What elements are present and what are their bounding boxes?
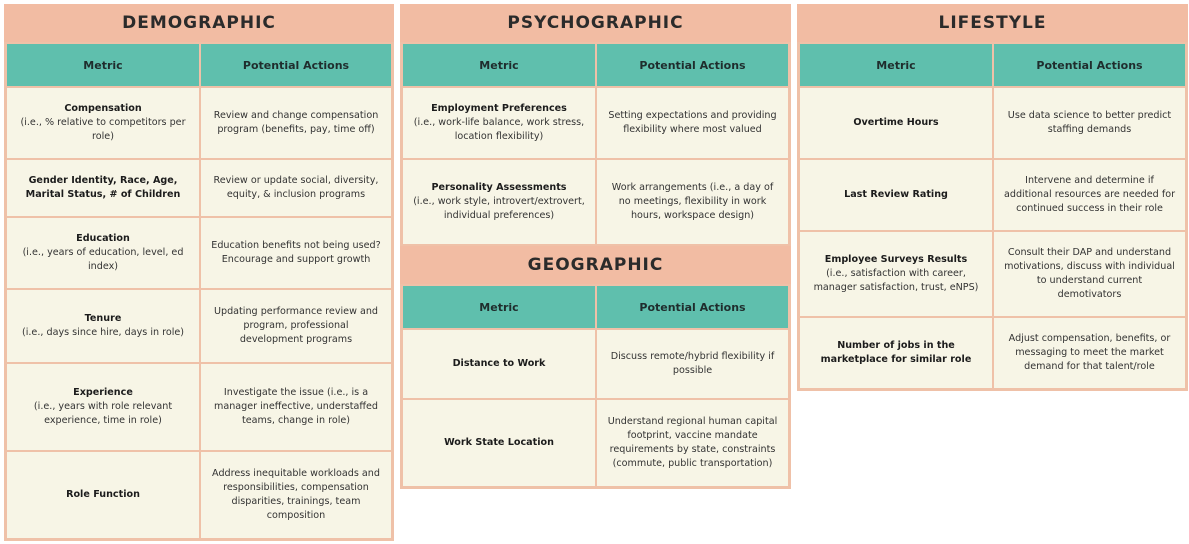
table-row-action	[597, 400, 788, 486]
action-text: Education benefits not being used? Encourage and support growth	[211, 240, 381, 265]
table-row-metric	[7, 290, 199, 362]
lifestyle-panel	[797, 4, 1188, 391]
metric-header: Metric	[800, 44, 992, 86]
table-row-action	[597, 160, 788, 244]
action-text: Updating performance review and program, professional development programs	[213, 306, 379, 345]
metric-name: Work State Location	[444, 437, 554, 449]
table-row-action	[201, 364, 391, 450]
action-text: Review and change compensation program (benefits, pay, time off)	[213, 110, 379, 135]
metric-detail: (i.e., years with role relevant experience, time in role)	[33, 401, 173, 426]
table-row-action	[597, 330, 788, 398]
action-text: Review or update social, diversity, equity, & inclusion programs	[213, 175, 379, 200]
action-text: Setting expectations and providing flexibility where most valued	[608, 110, 777, 135]
table-row-metric	[800, 318, 992, 388]
action-text: Discuss remote/hybrid flexibility if possible	[610, 351, 775, 376]
demographic-panel	[4, 4, 394, 541]
table-row-action	[201, 160, 391, 216]
table-row-metric	[7, 218, 199, 288]
geographic-title: GEOGRAPHIC	[400, 246, 791, 284]
table-row-action	[994, 160, 1185, 230]
metric-header: Metric	[403, 286, 595, 328]
actions-header: Potential Actions	[994, 44, 1185, 86]
action-text: Understand regional human capital footprint, vaccine mandate requirements by state, constraints (commute, public transportation)	[607, 416, 778, 469]
metric-name: Overtime Hours	[853, 117, 939, 129]
table-row-metric	[403, 400, 595, 486]
demographic-title: DEMOGRAPHIC	[4, 4, 394, 42]
metric-detail: (i.e., days since hire, days in role)	[21, 327, 185, 338]
psychographic-panel	[400, 4, 791, 489]
metric-name: Number of jobs in the marketplace for similar role	[820, 340, 972, 365]
metric-name: Education	[76, 233, 130, 245]
table-row-metric	[800, 88, 992, 158]
table-row-metric	[403, 88, 595, 158]
metric-name: Compensation	[64, 103, 142, 115]
table-row-metric	[403, 160, 595, 244]
table-row-metric	[800, 232, 992, 316]
lifestyle-title: LIFESTYLE	[797, 4, 1188, 42]
action-text: Intervene and determine if additional resources are needed for continued success in their role	[1004, 175, 1176, 214]
action-text: Adjust compensation, benefits, or messaging to meet the market demand for that talent/role	[1008, 333, 1171, 372]
table-row-action	[994, 88, 1185, 158]
table-row-metric	[403, 330, 595, 398]
metric-name: Employee Surveys Results	[824, 254, 968, 266]
action-text: Address inequitable workloads and responsibilities, compensation disparities, trainings, team composition	[212, 468, 380, 521]
table-row-action	[201, 218, 391, 288]
table-row-action	[994, 232, 1185, 316]
table-row-metric	[7, 452, 199, 538]
metric-name: Gender Identity, Race, Age, Marital Status, # of Children	[25, 175, 181, 200]
metric-detail: (i.e., years of education, level, ed index)	[22, 247, 184, 272]
table-row-action	[201, 452, 391, 538]
action-text: Work arrangements (i.e., a day of no meetings, flexibility in work hours, workspace design)	[611, 182, 774, 221]
table-row-action	[201, 88, 391, 158]
table-row-metric	[7, 88, 199, 158]
table-row-metric	[7, 160, 199, 216]
action-text: Use data science to better predict staffing demands	[1007, 110, 1172, 135]
metric-header: Metric	[7, 44, 199, 86]
metric-name: Experience	[73, 387, 133, 399]
table-row-action	[201, 290, 391, 362]
metric-name: Distance to Work	[452, 358, 546, 370]
actions-header: Potential Actions	[201, 44, 391, 86]
action-text: Consult their DAP and understand motivations, discuss with individual to understand current demotivators	[1004, 247, 1175, 300]
metric-name: Tenure	[84, 313, 122, 325]
metric-name: Last Review Rating	[844, 189, 948, 201]
actions-header: Potential Actions	[597, 44, 788, 86]
metric-detail: (i.e., work style, introvert/extrovert, individual preferences)	[413, 196, 585, 221]
table-row-action	[597, 88, 788, 158]
metric-detail: (i.e., work-life balance, work stress, location flexibility)	[413, 117, 585, 142]
metric-name: Employment Preferences	[431, 103, 567, 115]
table-row-metric	[7, 364, 199, 450]
action-text: Investigate the issue (i.e., is a manager ineffective, understaffed teams, change in role)	[213, 387, 379, 426]
psychographic-title: PSYCHOGRAPHIC	[400, 4, 791, 42]
metric-header: Metric	[403, 44, 595, 86]
metric-name: Role Function	[66, 489, 140, 501]
metric-detail: (i.e., % relative to competitors per role)	[20, 117, 186, 142]
metric-detail: (i.e., satisfaction with career, manager satisfaction, trust, eNPS)	[813, 268, 979, 293]
actions-header: Potential Actions	[597, 286, 788, 328]
metric-name: Personality Assessments	[431, 182, 567, 194]
table-row-metric	[800, 160, 992, 230]
table-row-action	[994, 318, 1185, 388]
